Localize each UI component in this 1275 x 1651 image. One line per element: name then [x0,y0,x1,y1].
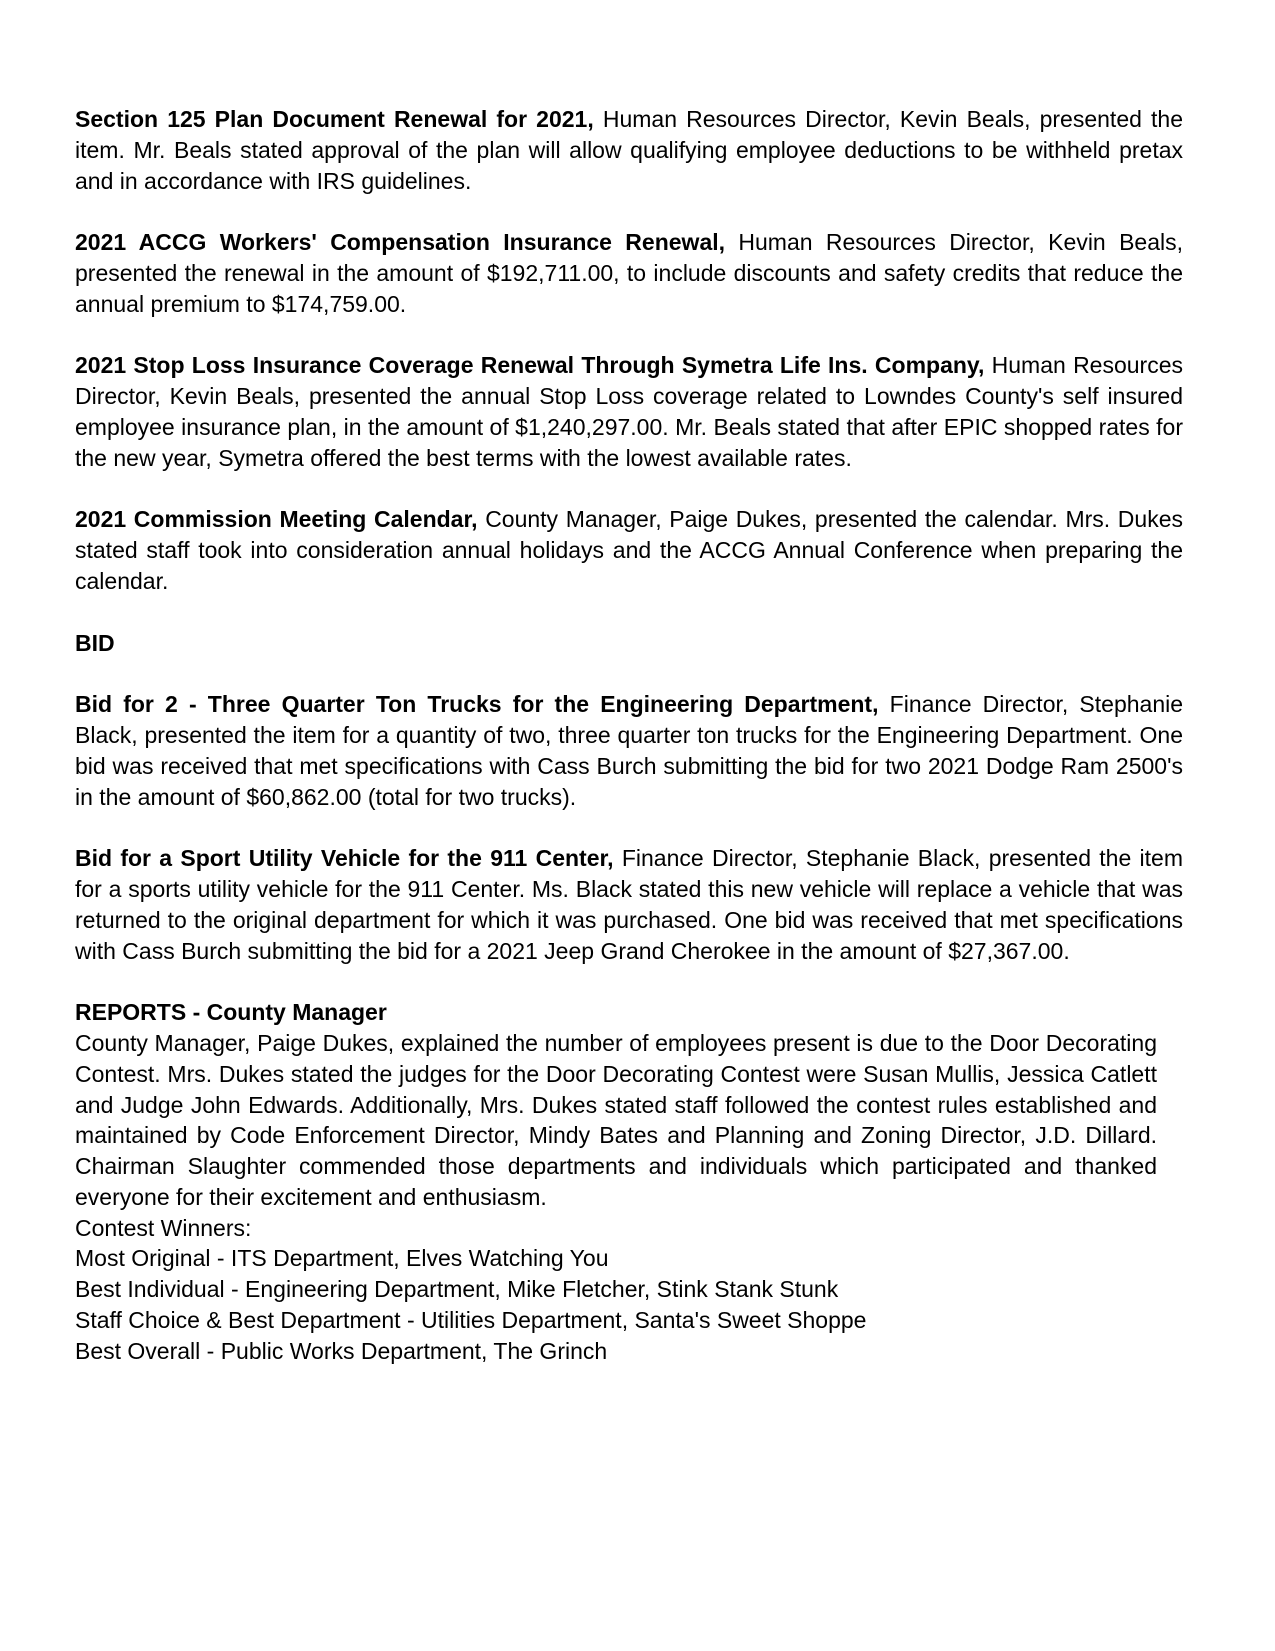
agenda-item-meeting-calendar [75,504,1183,596]
item-text: County Manager, Paige Dukes, presented the calendar. Mrs. Dukes stated staff took into consideration annual holidays and the ACCG Annual Conference when preparing the calendar. [75,506,1183,594]
bid-heading: BID [75,629,115,656]
item-title: 2021 Commission Meeting Calendar, [75,506,478,533]
agenda-item-workers-comp [75,227,1183,319]
reports-text: County Manager, Paige Dukes, explained the number of employees present is due to the Door Decorating Contest. Mrs. Dukes stated the judges for the Door Decorating Contest were Susan Mullis, Jessica Catlett and Judge John Edwards. Additionally, Mrs. Dukes stated staff followed the contest rules established and maintained by Code Enforcement Director, Mindy Bates and Planning and Zoning Director, J.D. Dillard. Chairman Slaughter commended those departments and individuals which participated and thanked everyone for their excitement and enthusiasm. [75,1029,1157,1210]
contest-winners-label: Contest Winners: [75,1214,252,1241]
bid-item-trucks [75,689,1183,812]
item-text: Human Resources Director, Kevin Beals, presented the item. Mr. Beals stated approval of the plan will allow qualifying employee deductions to be withheld pretax and in accordance with IRS guidelines. [75,106,1184,194]
item-title: 2021 ACCG Workers' Compensation Insurance Renewal, [75,229,726,256]
item-title: Section 125 Plan Document Renewal for 2021, [75,106,594,132]
bid-title: Bid for 2 - Three Quarter Ton Trucks for the Engineering Department, [75,691,879,718]
agenda-item-stop-loss [75,350,1183,473]
winner-line: Most Original - ITS Department, Elves Watching You [75,1245,609,1272]
agenda-item-section-125 [75,104,1183,196]
winner-line: Best Individual - Engineering Department, Mike Fletcher, Stink Stank Stunk [75,1276,839,1303]
bid-text: Finance Director, Stephanie Black, presented the item for a sports utility vehicle for the 911 Center. Ms. Black stated this new vehicle will replace a vehicle that was returned to the original department for which it was purchased. One bid was received that met specifications with Cass Burch submitting the bid for a 2021 Jeep Grand Cherokee in the amount of $27,367.00. [75,845,1183,964]
item-title: 2021 Stop Loss Insurance Coverage Renewal Through Symetra Life Ins. Company, [75,352,985,379]
winner-line: Staff Choice & Best Department - Utilities Department, Santa's Sweet Shoppe [75,1307,867,1334]
winner-line: Best Overall - Public Works Department, The Grinch [75,1337,608,1364]
bid-title: Bid for a Sport Utility Vehicle for the 911 Center, [75,845,614,872]
bid-item-suv [75,843,1183,966]
item-text: Human Resources Director, Kevin Beals, presented the renewal in the amount of $192,711.00, to include discounts and safety credits that reduce the annual premium to $174,759.00. [75,229,1184,317]
minutes-page [75,104,1183,1367]
reports-heading: REPORTS - County Manager [75,999,387,1026]
item-text: Human Resources Director, Kevin Beals, presented the annual Stop Loss coverage related to Lowndes County's self insured employee insurance plan, in the amount of $1,240,297.00. Mr. Beals stated that after EPIC shopped rates for the new year, Symetra offered the best terms with the lowest available rates. [75,352,1183,471]
bid-text: Finance Director, Stephanie Black, presented the item for a quantity of two, three quarter ton trucks for the Engineering Department. One bid was received that met specifications with Cass Burch submitting the bid for two 2021 Dodge Ram 2500's in the amount of $60,862.00 (total for two trucks). [75,691,1184,810]
